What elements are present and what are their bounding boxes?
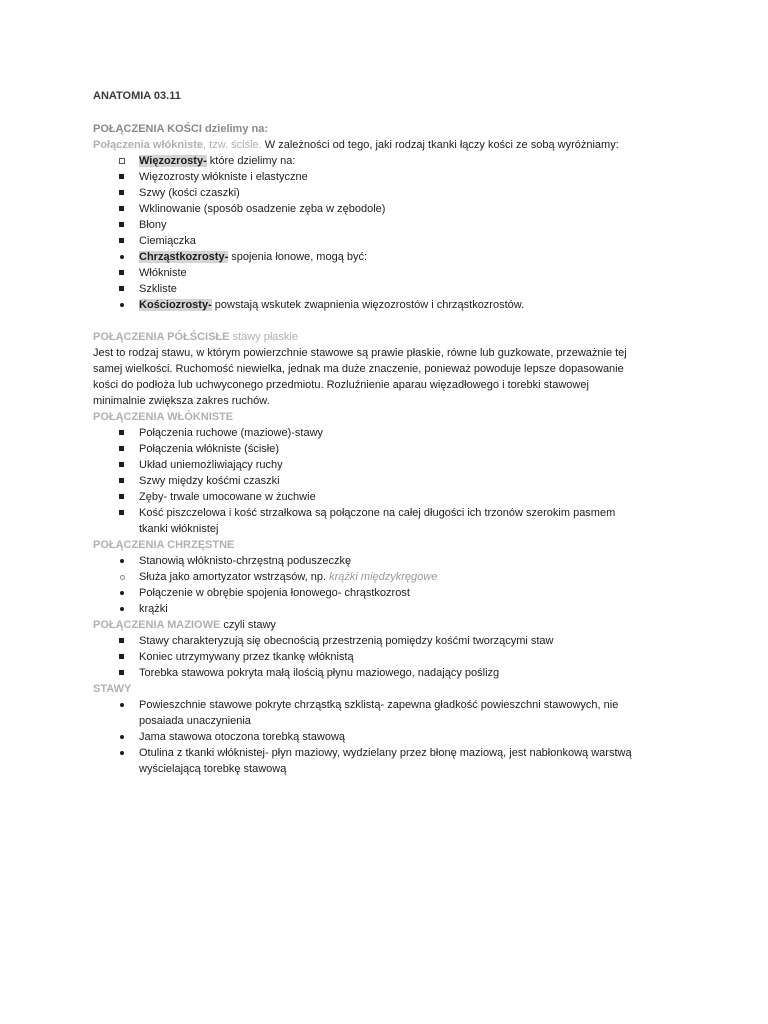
term-highlight: Chrząstkozrosty- (139, 251, 229, 263)
list-item (93, 697, 693, 729)
paragraph-line: Jest to rodzaj stawu, w którym powierzchnie stawowe są prawie płaskie, równe lub guzkowate, przeważnie tej (93, 347, 627, 359)
list-item: Więzozrosty włókniste i elastyczne (93, 169, 693, 185)
paragraph-line: kości do podłoża lub uchwyconego przedmiotu. Rozluźnienie aparau więzadłowego i torebki stawowej (93, 379, 589, 391)
paragraph-line: samej wielkości. Ruchomość niewielka, jednak ma duże znaczenie, ponieważ powoduje lepsze dopasowanie (93, 363, 624, 375)
paragraph-line: minimalnie zwiększa zakres ruchów. (93, 395, 270, 407)
section-heading-polaczenia-kosci (93, 121, 693, 137)
list-item (93, 297, 693, 313)
line-2: wyścielającą torebkę stawową (139, 763, 287, 775)
intro-gray2: , tzw. ściśle. (203, 139, 262, 151)
line-1: Otulina z tkanki włóknistej- płyn maziowy, wydzielany przez błonę maziową, jest nabłonkową warstwą (139, 747, 632, 759)
section-heading-chrzestne: POŁĄCZENIA CHRZĘSTNE (93, 539, 235, 551)
list-item (93, 569, 693, 585)
line-2: tkanki włóknistej (139, 523, 219, 535)
section-heading-stawy: STAWY (93, 683, 132, 695)
list-item: Stawy charakteryzują się obecnością przestrzenią pomiędzy kośćmi tworzącymi staw (93, 633, 693, 649)
list-item: Wklinowanie (sposób osadzenie zęba w zębodole) (93, 201, 693, 217)
list-section1 (93, 153, 693, 313)
line-1: Powieszchnie stawowe pokryte chrząstką szklistą- zapewna gładkość powieszchni stawowych, nie (139, 699, 619, 711)
item-text: Służa jako amortyzator wstrząsów, np. (139, 571, 330, 583)
list-item: Stanowią włóknisto-chrzęstną poduszeczkę (93, 553, 693, 569)
list-item (93, 745, 693, 777)
line-2: posaiada unaczynienia (139, 715, 251, 727)
list-item: Zęby- trwale umocowane w żuchwie (93, 489, 693, 505)
list-item (93, 249, 693, 265)
list-section5 (93, 633, 693, 681)
list-item: Szwy między kośćmi czaszki (93, 473, 693, 489)
list-item: Szkliste (93, 281, 693, 297)
list-item: Połączenie w obrębie spojenia łonowego- chrąstkozrost (93, 585, 693, 601)
list-item: Torebka stawowa pokryta małą ilością płynu maziowego, nadający poślizg (93, 665, 693, 681)
term-desc: spojenia łonowe, mogą być: (228, 251, 368, 263)
intro-line (93, 137, 693, 153)
list-item: Szwy (kości czaszki) (93, 185, 693, 201)
section-heading-wlokniste: POŁĄCZENIA WŁÓKNISTE (93, 411, 234, 423)
heading-sub: dzielimy na: (202, 123, 269, 135)
line-1: Kość piszczelowa i kość strzałkowa są połączone na całej długości ich trzonów szerokim pasmem (139, 507, 616, 519)
list-item: Połączenia ruchowe (maziowe)-stawy (93, 425, 693, 441)
list-item (93, 505, 693, 537)
list-item: krążki (93, 601, 693, 617)
term-desc: powstają wskutek zwapnienia więzozrostów i chrząstkozrostów. (211, 299, 525, 311)
heading-sub: stawy płaskie (229, 331, 298, 343)
heading-text: POŁĄCZENIA PÓŁŚCISŁE (93, 331, 230, 343)
list-item: Włókniste (93, 265, 693, 281)
section-heading-maziowe (93, 617, 693, 633)
list-item: Koniec utrzymywany przez tkankę włóknistą (93, 649, 693, 665)
section-heading-polsciscle (93, 329, 693, 345)
list-item (93, 153, 693, 169)
item-example: krążki międzykręgowe (329, 571, 438, 583)
list-item: Jama stawowa otoczona torebką stawową (93, 729, 693, 745)
intro-rest: W zależności od tego, jaki rodzaj tkanki łączy kości ze sobą wyróżniamy: (261, 139, 619, 151)
heading-text: POŁĄCZENIA MAZIOWE (93, 619, 221, 631)
list-item: Połączenia włókniste (ścisłe) (93, 441, 693, 457)
list-item: Układ uniemożliwiający ruchy (93, 457, 693, 473)
list-section4 (93, 553, 693, 617)
list-section6 (93, 697, 693, 777)
list-item: Błony (93, 217, 693, 233)
term-desc: które dzielimy na: (206, 155, 296, 167)
document-title: ANATOMIA 03.11 (93, 90, 181, 102)
heading-sub: czyli stawy (220, 619, 276, 631)
list-item: Ciemiączka (93, 233, 693, 249)
list-section3 (93, 425, 693, 537)
heading-text: POŁĄCZENIA KOŚCI (93, 123, 202, 135)
term-highlight: Kościozrosty- (139, 299, 212, 311)
intro-gray: Połączenia włókniste (93, 139, 204, 151)
term-highlight: Więzozrosty- (139, 155, 207, 167)
document-body (93, 88, 693, 777)
